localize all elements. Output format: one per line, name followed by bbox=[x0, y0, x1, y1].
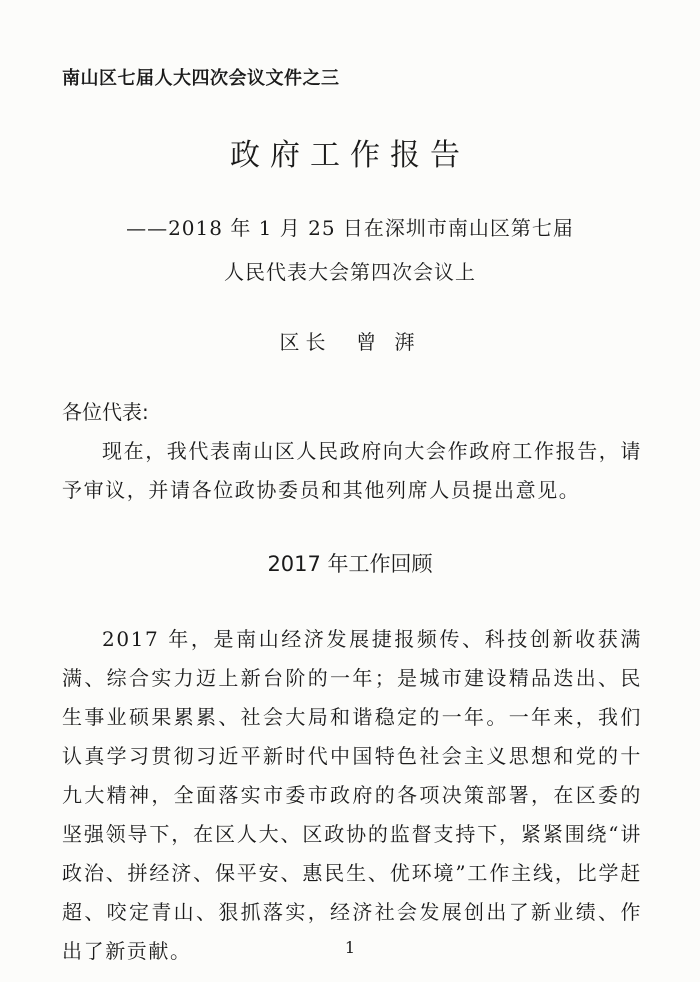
page-title: 政府工作报告 bbox=[230, 138, 470, 173]
review-paragraph: 2017 年，是南山经济发展捷报频传、科技创新收获满满、综合实力迈上新台阶的一年；是城市建设精品迭出、民生事业硕果累累、社会大局和谐稳定的一年。一年来，我们认真学习贯彻习近平新时代中国特色社会主义思想和党的十九大精神，全面落实市委市政府的各项决策部署，在区委的坚强领导下，在区人大、区政协的监督支持下，紧紧围绕“讲政治、拼经济、保平安、惠民生、优环境”工作主线，比学赶超、咬定青山、狠抓落实，经济社会发展创出了新业绩、作出了新贡献。 bbox=[62, 627, 642, 963]
page-number: 1 bbox=[344, 938, 356, 957]
salutation: 各位代表: bbox=[62, 400, 149, 424]
subtitle-meeting-line: 人民代表大会第四次会议上 bbox=[224, 260, 476, 284]
intro-paragraph: 现在，我代表南山区人民政府向大会作政府工作报告，请予审议，并请各位政协委员和其他列席人员提出意见。 bbox=[62, 439, 642, 502]
subtitle-date-line: ——2018 年 1 月 25 日在深圳市南山区第七届 bbox=[126, 216, 574, 240]
speaker-line: 区长 曾 湃 bbox=[279, 330, 421, 354]
document-series-label: 南山区七届人大四次会议文件之三 bbox=[62, 68, 340, 89]
section-heading: 2017 年工作回顾 bbox=[267, 552, 433, 576]
